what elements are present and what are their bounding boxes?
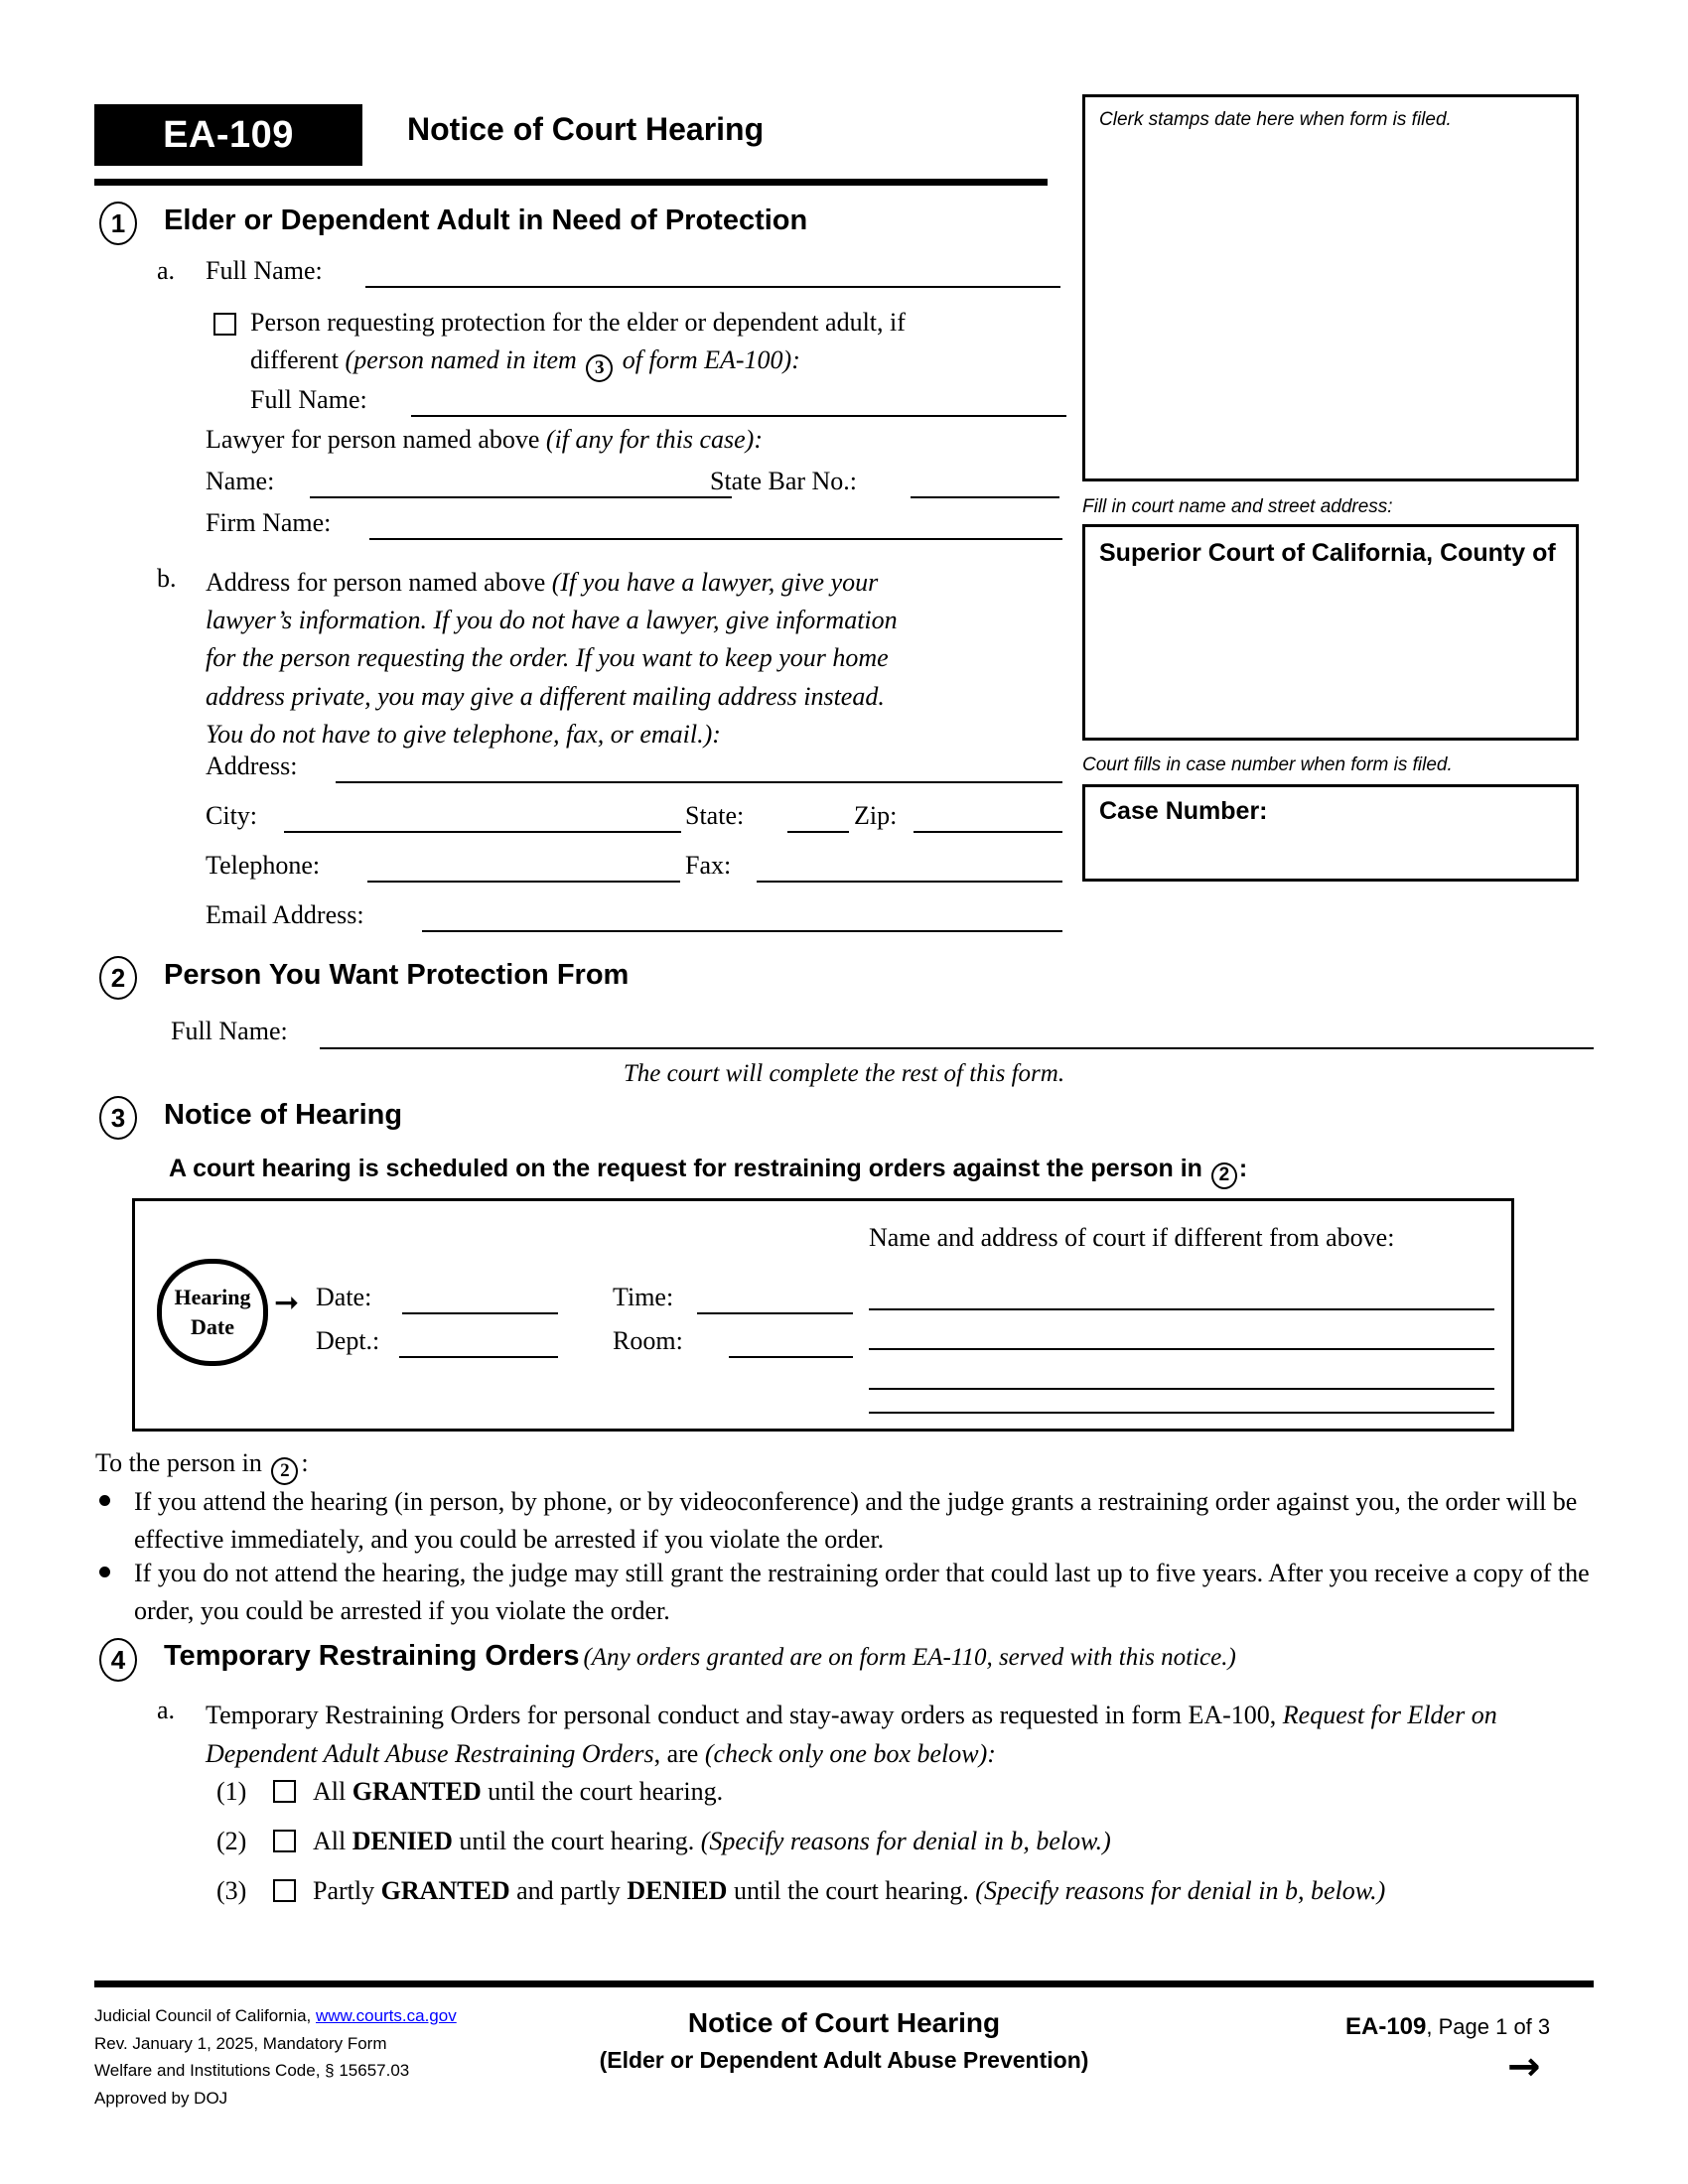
item-1b-ital-3: address private, you may give a different mailing address instead. (206, 681, 885, 711)
email-label: Email Address: (206, 900, 364, 929)
to-person-lead-colon: : (301, 1448, 309, 1477)
footer-approved-line: Approved by DOJ (94, 2088, 228, 2108)
item-4a-text-plain: , are (653, 1739, 699, 1768)
lawyer-line-bold: Lawyer for person named above (206, 425, 540, 454)
hearing-time-label: Time: (613, 1283, 674, 1311)
hearing-arrow-icon: ➞ (274, 1286, 300, 1320)
fax-label: Fax: (685, 851, 732, 880)
requesting-person-line2 (250, 345, 800, 382)
state-input[interactable] (787, 831, 849, 833)
city-input[interactable] (284, 831, 681, 833)
option-2-label (313, 1827, 1111, 1856)
full-name-label: Full Name: (206, 256, 323, 285)
footer-legal-block (94, 2002, 457, 2112)
footer-rev-line: Rev. January 1, 2025, Mandatory Form (94, 2033, 387, 2053)
option-1-label (313, 1777, 723, 1807)
footer-divider (94, 1980, 1594, 1987)
item-2-heading: Person You Want Protection From (164, 959, 630, 991)
hearing-room-label: Room: (613, 1326, 683, 1355)
item-1b-ital-4: You do not have to give telephone, fax, or email.): (206, 719, 721, 749)
bullet-marker (99, 1495, 110, 1506)
hearing-date-label: Date: (316, 1283, 372, 1311)
court-address-input-4[interactable] (869, 1412, 1494, 1414)
option-2-plain-after: until the court hearing. (452, 1827, 701, 1855)
full-name-input[interactable] (365, 286, 1060, 288)
option-1-plain-after: until the court hearing. (481, 1777, 724, 1806)
item-4a-text-line1: Temporary Restraining Orders for personal conduct and stay-away orders as requested in form EA-100, (206, 1701, 1277, 1729)
option-2-plain-before: All (313, 1827, 352, 1855)
item-2-number: 2 (99, 956, 137, 1000)
item-4-heading-row (164, 1640, 1236, 1673)
page-title: Notice of Court Hearing (407, 111, 765, 147)
item-1a-letter: a. (157, 256, 176, 285)
firm-name-input[interactable] (369, 538, 1062, 540)
option-3-plain-mid: and partly (509, 1876, 628, 1905)
option-2-number: (2) (216, 1827, 247, 1855)
requesting-person-line1: Person requesting protection for the elder or dependent adult, if (250, 308, 906, 337)
option-3-bold: GRANTED (380, 1876, 510, 1905)
hearing-dept-input[interactable] (399, 1356, 558, 1358)
hearing-room-input[interactable] (729, 1356, 853, 1358)
item-4a-letter: a. (157, 1696, 176, 1724)
item-1b-letter: b. (157, 564, 177, 593)
footer-council-text: Judicial Council of California, (94, 2006, 316, 2025)
court-box-caption: Fill in court name and street address: (1082, 496, 1393, 517)
court-name-label: Superior Court of California, County of (1099, 539, 1556, 567)
telephone-label: Telephone: (206, 851, 321, 880)
option-1-plain-before: All (313, 1777, 352, 1806)
hearing-date-badge (157, 1259, 268, 1366)
requester-full-name-input[interactable] (411, 415, 1066, 417)
option-3-label (313, 1876, 1385, 1906)
item-1b-text (206, 564, 940, 753)
court-name-box[interactable] (1082, 524, 1579, 741)
state-bar-label: State Bar No.: (710, 467, 858, 495)
requesting-person-ital-b: of form EA-100): (622, 345, 800, 374)
hearing-date-input[interactable] (402, 1312, 558, 1314)
case-number-label: Case Number: (1099, 797, 1268, 825)
to-person-bullet-1: If you attend the hearing (in person, by phone, or by videoconference) and the judge grants a restraining order against you, the order will be effective immediately, and you could be arrested if you violate the order. (134, 1487, 1578, 1555)
header-divider (94, 179, 1048, 186)
item-2-reference-hearing: 2 (1211, 1162, 1237, 1189)
zip-input[interactable] (914, 831, 1062, 833)
firm-name-label: Firm Name: (206, 508, 332, 537)
case-number-caption: Court fills in case number when form is filed. (1082, 754, 1453, 775)
footer-form-title: Notice of Court Hearing (687, 2007, 1001, 2038)
hearing-time-input[interactable] (697, 1312, 853, 1314)
lawyer-name-label: Name: (206, 467, 275, 495)
city-label: City: (206, 801, 258, 830)
to-person-lead-text: To the person in (95, 1448, 262, 1477)
to-person-lead (95, 1448, 309, 1485)
item-3-reference: 3 (586, 354, 613, 382)
item-4a-text-ital3: (check only one box below): (704, 1739, 996, 1768)
option-2-bold: DENIED (352, 1827, 453, 1855)
option-3-bold2: DENIED (627, 1876, 728, 1905)
option-1-checkbox[interactable] (273, 1780, 296, 1803)
item-4-heading: Temporary Restraining Orders (164, 1640, 580, 1672)
item-1-heading: Elder or Dependent Adult in Need of Protection (164, 205, 808, 236)
option-1-number: (1) (216, 1777, 247, 1806)
court-completes-note: The court will complete the rest of this form. (623, 1060, 1065, 1087)
email-input[interactable] (422, 930, 1062, 932)
clerk-stamp-caption: Clerk stamps date here when form is filed. (1099, 109, 1452, 130)
telephone-input[interactable] (367, 881, 680, 883)
hearing-date-line1: Hearing (174, 1285, 251, 1310)
clerk-stamp-box (1082, 94, 1579, 481)
respondent-full-name-label: Full Name: (171, 1017, 288, 1045)
option-3-number: (3) (216, 1876, 247, 1905)
item-1b-ital-2: for the person requesting the order. If you want to keep your home (206, 643, 889, 673)
option-1-bold: GRANTED (352, 1777, 482, 1806)
state-label: State: (685, 801, 745, 830)
lawyer-name-input[interactable] (310, 496, 732, 498)
hearing-date-line2: Date (191, 1314, 234, 1339)
footer-page-rest: , Page 1 of 3 (1426, 2014, 1551, 2039)
item-4a-text-ital1: Request (1282, 1701, 1365, 1729)
court-address-input-2[interactable] (869, 1348, 1494, 1350)
requesting-person-ital-a: (person named in item (345, 345, 577, 374)
footer-page-form-code: EA-109 (1345, 2013, 1427, 2040)
item-3-subheading-text: A court hearing is scheduled on the request for restraining orders against the person in (169, 1155, 1202, 1182)
option-2-ital: (Specify reasons for denial in b, below.) (700, 1827, 1111, 1855)
option-3-checkbox[interactable] (273, 1879, 296, 1902)
address-label: Address: (206, 751, 298, 780)
case-number-box[interactable] (1082, 784, 1579, 882)
item-3-heading: Notice of Hearing (164, 1099, 403, 1131)
respondent-full-name-input[interactable] (320, 1047, 1594, 1049)
item-4-heading-note: (Any orders granted are on form EA-110, served with this notice.) (583, 1644, 1236, 1671)
item-3-subheading-colon: : (1238, 1155, 1248, 1182)
footer-center-block (496, 2007, 1192, 2074)
lawyer-line-ital: (if any for this case): (545, 425, 763, 454)
next-page-arrow-icon: → (1507, 2044, 1541, 2090)
item-4a-text (206, 1696, 1591, 1773)
court-address-label: Name and address of court if different from above: (869, 1223, 1395, 1252)
item-1b-bold: Address for person named above (206, 568, 546, 597)
item-1b-ital-0: (If you have a lawyer, give your (551, 568, 879, 597)
footer-council-line (94, 2002, 457, 2030)
item-3-subheading (169, 1155, 1247, 1189)
option-2-checkbox[interactable] (273, 1830, 296, 1852)
footer-form-subtitle: (Elder or Dependent Adult Abuse Prevention) (599, 2047, 1089, 2073)
bullet-marker (99, 1567, 110, 1577)
option-3-plain-after: until the court hearing. (727, 1876, 976, 1905)
to-person-bullet-2: If you do not attend the hearing, the judge may still grant the restraining order that could last up to five years. After you receive a copy of the order, you could be arrested if you violate the order. (134, 1559, 1590, 1626)
item-3-number: 3 (99, 1096, 137, 1140)
footer-code-line: Welfare and Institutions Code, § 15657.03 (94, 2061, 410, 2081)
item-4a-text-ital2: for Elder on Dependent Adult Abuse Restraining Orders (206, 1701, 1497, 1768)
requesting-person-different: different (250, 345, 340, 374)
hearing-dept-label: Dept.: (316, 1326, 380, 1355)
fax-input[interactable] (757, 881, 1062, 883)
lawyer-line (206, 425, 763, 455)
item-1-number: 1 (99, 202, 137, 245)
state-bar-input[interactable] (911, 496, 1059, 498)
item-4-number: 4 (99, 1638, 137, 1682)
court-address-input-1[interactable] (869, 1308, 1494, 1310)
requesting-person-checkbox[interactable] (213, 313, 236, 336)
item-2-reference-notice: 2 (271, 1457, 298, 1485)
address-input[interactable] (336, 781, 1062, 783)
courts-website-link[interactable]: www.courts.ca.gov (316, 2006, 457, 2025)
requester-full-name-label: Full Name: (250, 385, 367, 414)
form-code-badge: EA-109 (94, 104, 362, 166)
court-address-input-3[interactable] (869, 1388, 1494, 1390)
option-3-ital: (Specify reasons for denial in b, below.) (975, 1876, 1386, 1905)
option-3-plain-before: Partly (313, 1876, 381, 1905)
item-1b-ital-1: lawyer’s information. If you do not have a lawyer, give information (206, 606, 898, 635)
zip-label: Zip: (854, 801, 898, 830)
footer-page-indicator (1345, 2013, 1550, 2041)
